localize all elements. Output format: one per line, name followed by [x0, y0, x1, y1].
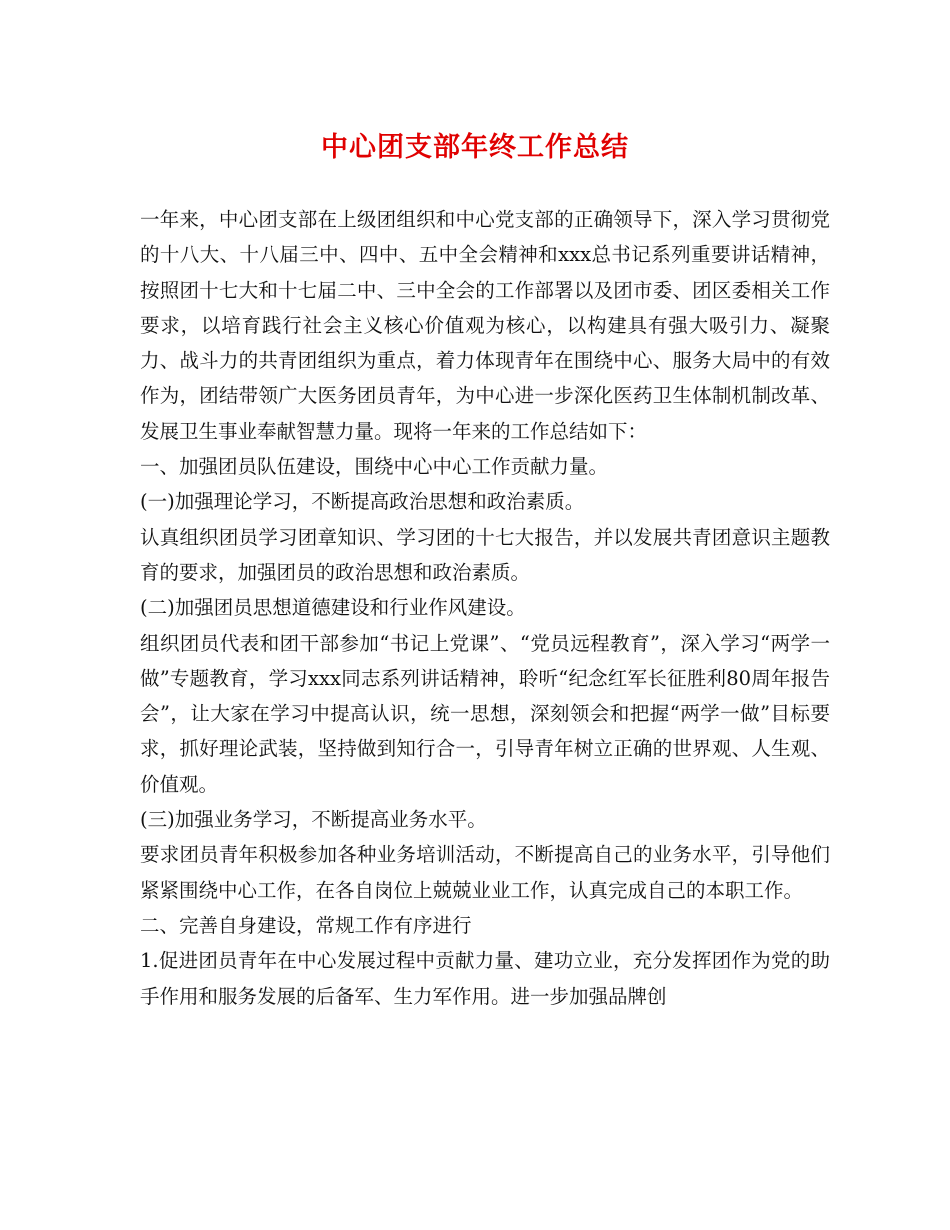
- section-heading-1: 一、加强团员队伍建设，围绕中心中心工作贡献力量。: [140, 455, 609, 479]
- paragraph-business-study: 要求团员青年积极参加各种业务培训活动，不断提高自己的业务水平，引导他们紧紧围绕中心工作，在各自岗位上兢兢业业工作，认真完成自己的本职工作。: [140, 843, 830, 902]
- subsection-heading-1: (一)加强理论学习，不断提高政治思想和政治素质。: [140, 490, 585, 514]
- document-body: [140, 202, 830, 1014]
- paragraph-item-1: 1.促进团员青年在中心发展过程中贡献力量、建功立业，充分发挥团作为党的助手作用和服务发展的后备军、生力军作用。进一步加强品牌创: [140, 949, 830, 1008]
- paragraph-moral-building: 组织团员代表和团干部参加“书记上党课”、“党员远程教育”，深入学习“两学一做”专题教育，学习xxx同志系列讲话精神，聆听“纪念红军长征胜利80周年报告会”，让大家在学习中提高认识，统一思想，深刻领会和把握“两学一做”目标要求，抓好理论武装，坚持做到知行合一，引导青年树立正确的世界观、人生观、价值观。: [140, 631, 830, 796]
- subsection-heading-3: (三)加强业务学习，不断提高业务水平。: [140, 808, 487, 832]
- subsection-heading-2: (二)加强团员思想道德建设和行业作风建设。: [140, 596, 526, 620]
- paragraph-intro: 一年来，中心团支部在上级团组织和中心党支部的正确领导下，深入学习贯彻党的十八大、十八届三中、四中、五中全会精神和xxx总书记系列重要讲话精神，按照团十七大和十七届二中、三中全会的工作部署以及团市委、团区委相关工作要求，以培育践行社会主义核心价值观为核心，以构建具有强大吸引力、凝聚力、战斗力的共青团组织为重点，着力体现青年在围绕中心、服务大局中的有效作为，团结带领广大医务团员青年，为中心进一步深化医药卫生体制机制改革、发展卫生事业奉献智慧力量。现将一年来的工作总结如下：: [140, 208, 830, 443]
- document-title: 中心团支部年终工作总结: [321, 132, 629, 163]
- section-heading-2: 二、完善自身建设，常规工作有序进行: [140, 913, 472, 937]
- paragraph-theory-study: 认真组织团员学习团章知识、学习团的十七大报告，并以发展共青团意识主题教育的要求，加强团员的政治思想和政治素质。: [140, 525, 830, 584]
